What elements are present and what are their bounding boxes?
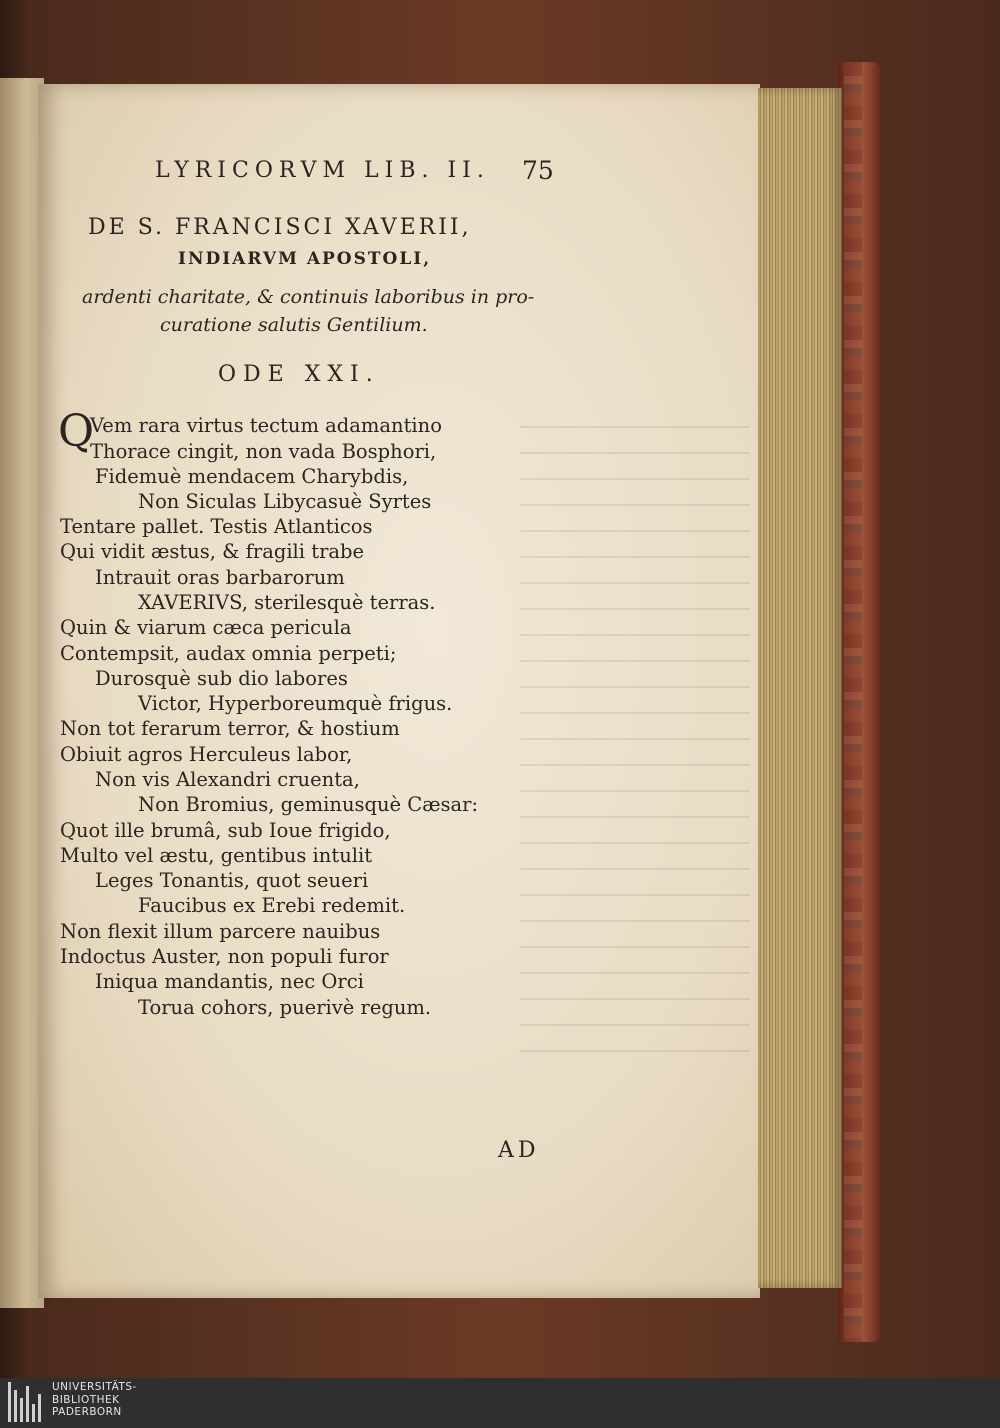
verse-line: Non flexit illum parcere nauibus [60,920,381,943]
verse-line: Leges Tonantis, quot seueri [95,869,369,892]
verse-line: Obiuit agros Herculeus labor, [60,743,353,766]
verse-line: Torua cohors, puerivè regum. [138,996,432,1019]
drop-cap: Q [58,406,95,457]
verse-line: Contempsit, audax omnia perpeti; [60,642,397,665]
verse-line: Quin & viarum cæca pericula [60,616,352,639]
verse-line: Durosquè sub dio labores [95,667,348,690]
verse-line: Non Siculas Libycasuè Syrtes [138,490,432,513]
verse-line: Non Bromius, geminusquè Cæsar: [138,793,479,816]
library-name [52,1381,137,1419]
ode-title-line-1: DE S. FRANCISCI XAVERII, [88,215,472,240]
page-number: 75 [522,156,554,185]
library-name-line-1: UNIVERSITÄTS- [52,1381,137,1393]
running-title: LYRICORVM LIB. II. [155,158,490,183]
verse-line: Non vis Alexandri cruenta, [95,768,360,791]
verse-line: Indoctus Auster, non populi furor [60,945,389,968]
ode-subtitle-line-2: curatione salutis Gentilium. [160,314,428,336]
verse-line: Thorace cingit, non vada Bosphori, [90,440,437,463]
show-through [520,410,750,1070]
ode-subtitle-line-1: ardenti charitate, & continuis laboribus in pro- [82,286,535,308]
footer-bar [0,1378,1000,1428]
verse-line: Victor, Hyperboreumquè frigus. [138,692,453,715]
verse-line: Quot ille brumâ, sub Ioue frigido, [60,819,391,842]
verse-line: XAVERIVS, sterilesquè terras. [138,591,436,614]
page-block-edge [758,88,842,1288]
verse-line: Fidemuè mendacem Charybdis, [95,465,409,488]
catchword: AD [498,1138,540,1163]
verse-line: Vem rara virtus tectum adamantino [90,414,442,437]
ode-heading: ODE XXI. [218,362,380,387]
ode-title-line-2: INDIARVM APOSTOLI, [178,249,432,269]
verse-line: Faucibus ex Erebi redemit. [138,894,406,917]
verse-line: Non tot ferarum terror, & hostium [60,717,400,740]
book-cover-edge [838,62,880,1342]
verse-line: Intrauit oras barbarorum [95,566,345,589]
library-name-line-2: BIBLIOTHEK [52,1393,120,1406]
verse-line: Qui vidit æstus, & fragili trabe [60,540,365,563]
library-name-line-3: PADERBORN [52,1406,122,1418]
verse-line: Multo vel æstu, gentibus intulit [60,844,373,867]
verse-line: Tentare pallet. Testis Atlanticos [60,515,373,538]
library-logo-icon [6,1382,46,1422]
verse-line: Iniqua mandantis, nec Orci [95,970,364,993]
